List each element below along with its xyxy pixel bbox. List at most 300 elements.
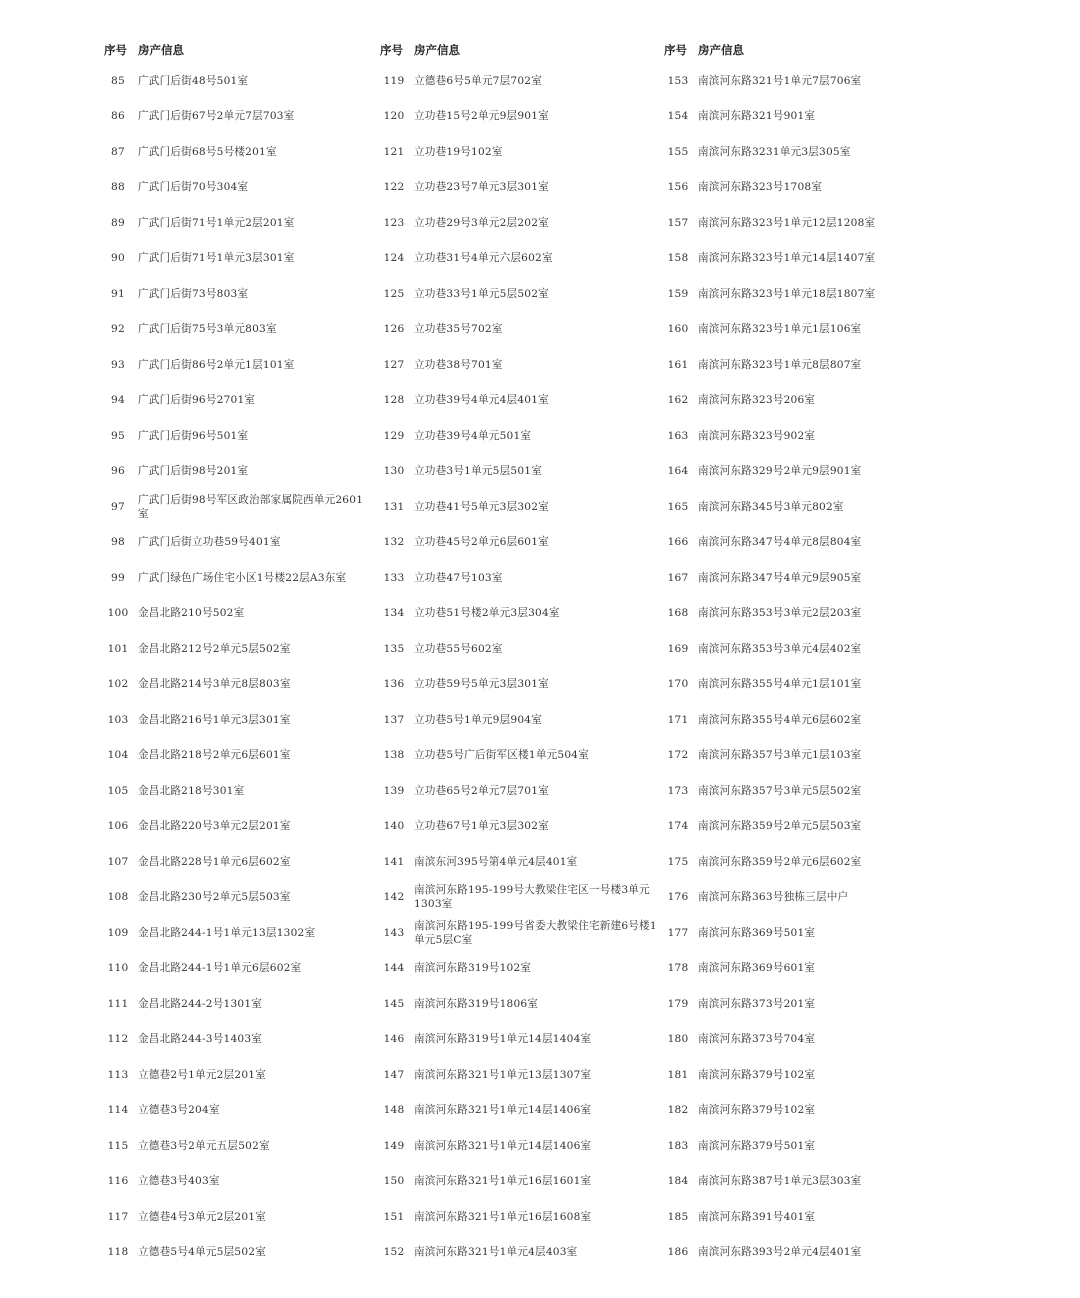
header-info-label: 房产信息	[698, 42, 744, 57]
listing-rows	[664, 63, 954, 1270]
property-address: 南滨河东路323号1单元14层1407室	[698, 252, 876, 265]
row-number: 152	[383, 1246, 405, 1259]
property-address: 立功巷3号1单元5层501室	[414, 465, 542, 478]
row-number: 118	[107, 1246, 129, 1259]
row-number: 112	[107, 1033, 129, 1046]
listing-row	[104, 596, 366, 632]
listing-row	[664, 809, 954, 845]
listing-row	[104, 809, 366, 845]
property-address: 广武门后街70号304室	[138, 181, 249, 194]
property-address: 金昌北路230号2单元5层503室	[138, 891, 291, 904]
property-address: 立功巷29号3单元2层202室	[414, 216, 549, 229]
listing-row	[664, 170, 954, 206]
listing-row	[664, 63, 954, 99]
row-number: 114	[107, 1104, 129, 1117]
listing-row	[664, 880, 954, 916]
property-address: 南滨河东路323号1单元18层1807室	[698, 287, 876, 300]
listing-column-3	[664, 36, 954, 1270]
property-address: 金昌北路214号3单元8层803室	[138, 678, 291, 691]
property-address: 立功巷67号1单元3层302室	[414, 820, 549, 833]
property-address: 立功巷19号102室	[414, 145, 503, 158]
row-number: 103	[107, 713, 129, 726]
listing-row	[104, 844, 366, 880]
property-address: 南滨河东路323号902室	[698, 429, 816, 442]
row-number: 107	[107, 855, 129, 868]
row-number: 156	[667, 181, 689, 194]
property-address: 广武门后街48号501室	[138, 74, 249, 87]
row-number: 98	[111, 536, 125, 549]
property-address: 南滨河东路329号2单元9层901室	[698, 465, 862, 478]
listing-row	[664, 915, 954, 951]
property-address: 立功巷59号5单元3层301室	[414, 678, 549, 691]
property-address: 立德巷2号1单元2层201室	[138, 1068, 266, 1081]
listing-row	[664, 596, 954, 632]
column-header	[664, 36, 954, 63]
property-address: 立功巷41号5单元3层302室	[414, 500, 549, 513]
listing-row	[664, 1057, 954, 1093]
property-address: 立功巷39号4单元501室	[414, 429, 532, 442]
row-number: 145	[383, 997, 405, 1010]
row-number: 175	[667, 855, 689, 868]
listing-row	[380, 347, 662, 383]
row-number: 115	[107, 1139, 129, 1152]
header-number-label: 序号	[664, 42, 687, 57]
row-number: 166	[667, 536, 689, 549]
property-address: 广武门后街98号201室	[138, 465, 249, 478]
property-address: 立功巷5号1单元9层904室	[414, 713, 542, 726]
listing-row	[380, 383, 662, 419]
row-number: 185	[667, 1210, 689, 1223]
property-address: 南滨河东路3231单元3层305室	[698, 145, 851, 158]
row-number: 150	[383, 1175, 405, 1188]
property-address: 南滨河东路195-199号省委大教梁住宅新建6号楼1单元5层C室	[414, 919, 657, 946]
listing-row	[380, 134, 662, 170]
property-address: 广武门后街68号5号楼201室	[138, 145, 277, 158]
property-address: 南滨河东路355号4单元1层101室	[698, 678, 862, 691]
property-address: 金昌北路244-1号1单元13层1302室	[138, 926, 316, 939]
listing-row	[380, 809, 662, 845]
listing-row	[104, 560, 366, 596]
row-number: 168	[667, 607, 689, 620]
row-number: 93	[111, 358, 125, 371]
property-address: 南滨河东路359号2单元5层503室	[698, 820, 862, 833]
property-address: 南滨河东路323号1单元1层106室	[698, 323, 862, 336]
property-address: 南滨河东路321号1单元14层1406室	[414, 1139, 592, 1152]
listing-row	[104, 1235, 366, 1271]
row-number: 129	[383, 429, 405, 442]
row-number: 110	[107, 962, 129, 975]
listing-row	[104, 1022, 366, 1058]
property-address: 南滨河东路347号4单元8层804室	[698, 536, 862, 549]
property-address: 立功巷47号103室	[414, 571, 503, 584]
row-number: 126	[383, 323, 405, 336]
listing-row	[380, 241, 662, 277]
listing-row	[664, 383, 954, 419]
property-address: 广武门后街71号1单元3层301室	[138, 252, 295, 265]
header-info-label: 房产信息	[138, 42, 184, 57]
listing-row	[104, 241, 366, 277]
listing-row	[104, 525, 366, 561]
property-address: 立功巷35号702室	[414, 323, 503, 336]
listing-row	[104, 276, 366, 312]
listing-row	[104, 63, 366, 99]
listing-row	[104, 347, 366, 383]
listing-row	[104, 951, 366, 987]
row-number: 90	[111, 252, 125, 265]
row-number: 125	[383, 287, 405, 300]
listing-row	[664, 134, 954, 170]
listing-row	[104, 1057, 366, 1093]
listing-row	[664, 1022, 954, 1058]
listing-row	[664, 773, 954, 809]
property-address: 南滨河东路321号1单元16层1608室	[414, 1210, 592, 1223]
row-number: 153	[667, 74, 689, 87]
row-number: 138	[383, 749, 405, 762]
property-address: 金昌北路210号502室	[138, 607, 245, 620]
property-address: 南滨河东路357号3单元5层502室	[698, 784, 862, 797]
property-address: 南滨河东路373号704室	[698, 1033, 816, 1046]
property-address: 南滨河东路323号206室	[698, 394, 816, 407]
listing-row	[380, 1199, 662, 1235]
listing-row	[380, 560, 662, 596]
listing-row	[664, 454, 954, 490]
row-number: 106	[107, 820, 129, 833]
property-address: 南滨河东路323号1单元12层1208室	[698, 216, 876, 229]
row-number: 119	[383, 74, 405, 87]
listing-row	[104, 667, 366, 703]
listing-row	[664, 347, 954, 383]
listing-row	[104, 631, 366, 667]
listing-row	[664, 1164, 954, 1200]
row-number: 97	[111, 500, 125, 513]
row-number: 171	[667, 713, 689, 726]
property-address: 广武门后街96号501室	[138, 429, 249, 442]
row-number: 88	[111, 181, 125, 194]
listing-row	[664, 844, 954, 880]
row-number: 173	[667, 784, 689, 797]
property-address: 广武门后街67号2单元7层703室	[138, 110, 295, 123]
row-number: 130	[383, 465, 405, 478]
listing-row	[104, 489, 366, 525]
listing-row	[380, 1057, 662, 1093]
property-address: 广武门后街86号2单元1层101室	[138, 358, 295, 371]
property-address: 立功巷51号楼2单元3层304室	[414, 607, 560, 620]
listing-row	[380, 702, 662, 738]
property-address: 南滨河东路321号1单元7层706室	[698, 74, 862, 87]
listing-row	[104, 312, 366, 348]
property-address: 立德巷3号2单元五层502室	[138, 1139, 270, 1152]
row-number: 157	[667, 216, 689, 229]
row-number: 127	[383, 358, 405, 371]
listing-row	[104, 134, 366, 170]
listing-row	[104, 99, 366, 135]
listing-row	[664, 1128, 954, 1164]
listing-row	[664, 489, 954, 525]
property-address: 广武门后街立功巷59号401室	[138, 536, 281, 549]
property-address: 南滨河东路357号3单元1层103室	[698, 749, 862, 762]
property-address: 南滨河东路363号独栋三层中户	[698, 891, 849, 904]
row-number: 101	[107, 642, 129, 655]
listing-row	[664, 1093, 954, 1129]
property-address: 南滨河东路321号1单元13层1307室	[414, 1068, 592, 1081]
property-address: 立功巷15号2单元9层901室	[414, 110, 549, 123]
property-address: 南滨河东路355号4单元6层602室	[698, 713, 862, 726]
row-number: 123	[383, 216, 405, 229]
row-number: 146	[383, 1033, 405, 1046]
property-address: 南滨东河395号第4单元4层401室	[414, 855, 578, 868]
row-number: 100	[107, 607, 129, 620]
property-address: 南滨河东路323号1708室	[698, 181, 823, 194]
column-header	[104, 36, 366, 63]
listing-rows	[380, 63, 662, 1270]
property-address: 广武门后街98号军区政治部家属院西单元2601室	[138, 493, 364, 520]
row-number: 89	[111, 216, 125, 229]
row-number: 176	[667, 891, 689, 904]
row-number: 102	[107, 678, 129, 691]
property-address: 广武门绿色广场住宅小区1号楼22层A3东室	[138, 571, 347, 584]
row-number: 111	[107, 997, 129, 1010]
property-address: 广武门后街96号2701室	[138, 394, 256, 407]
property-address: 立德巷4号3单元2层201室	[138, 1210, 266, 1223]
property-address: 立功巷23号7单元3层301室	[414, 181, 549, 194]
row-number: 161	[667, 358, 689, 371]
property-address: 南滨河东路321号1单元14层1406室	[414, 1104, 592, 1117]
listing-row	[104, 454, 366, 490]
header-number-label: 序号	[380, 42, 403, 57]
listing-row	[664, 99, 954, 135]
row-number: 169	[667, 642, 689, 655]
listing-row	[380, 525, 662, 561]
listing-row	[380, 276, 662, 312]
row-number: 181	[667, 1068, 689, 1081]
property-address: 立德巷6号5单元7层702室	[414, 74, 542, 87]
property-address: 金昌北路220号3单元2层201室	[138, 820, 291, 833]
property-address: 南滨河东路319号1806室	[414, 997, 539, 1010]
row-number: 87	[111, 145, 125, 158]
listing-row	[380, 312, 662, 348]
row-number: 86	[111, 110, 125, 123]
property-address: 立德巷3号403室	[138, 1175, 220, 1188]
listing-row	[664, 1199, 954, 1235]
property-address: 金昌北路244-2号1301室	[138, 997, 263, 1010]
listing-row	[380, 1128, 662, 1164]
row-number: 134	[383, 607, 405, 620]
listing-column-1	[104, 36, 366, 1270]
row-number: 139	[383, 784, 405, 797]
row-number: 85	[111, 74, 125, 87]
property-address: 南滨河东路321号901室	[698, 110, 816, 123]
listing-row	[380, 205, 662, 241]
row-number: 141	[383, 855, 405, 868]
row-number: 109	[107, 926, 129, 939]
property-address: 南滨河东路345号3单元802室	[698, 500, 844, 513]
property-address: 南滨河东路373号201室	[698, 997, 816, 1010]
property-address: 南滨河东路353号3单元4层402室	[698, 642, 862, 655]
listing-row	[104, 1164, 366, 1200]
property-address: 南滨河东路321号1单元16层1601室	[414, 1175, 592, 1188]
listing-row	[104, 170, 366, 206]
listing-row	[664, 631, 954, 667]
row-number: 180	[667, 1033, 689, 1046]
property-address: 立德巷5号4单元5层502室	[138, 1246, 266, 1259]
listing-row	[380, 418, 662, 454]
listing-row	[380, 99, 662, 135]
row-number: 182	[667, 1104, 689, 1117]
property-address: 南滨河东路369号601室	[698, 962, 816, 975]
property-address: 金昌北路228号1单元6层602室	[138, 855, 291, 868]
listing-row	[664, 667, 954, 703]
row-number: 170	[667, 678, 689, 691]
row-number: 151	[383, 1210, 405, 1223]
row-number: 96	[111, 465, 125, 478]
property-address: 金昌北路212号2单元5层502室	[138, 642, 291, 655]
property-address: 金昌北路244-1号1单元6层602室	[138, 962, 302, 975]
row-number: 137	[383, 713, 405, 726]
listing-row	[664, 418, 954, 454]
property-address: 金昌北路244-3号1403室	[138, 1033, 263, 1046]
row-number: 108	[107, 891, 129, 904]
listing-row	[380, 1022, 662, 1058]
header-info-label: 房产信息	[414, 42, 460, 57]
property-address: 南滨河东路321号1单元4层403室	[414, 1246, 578, 1259]
listing-row	[104, 418, 366, 454]
listing-row	[104, 1128, 366, 1164]
row-number: 92	[111, 323, 125, 336]
row-number: 128	[383, 394, 405, 407]
listing-row	[664, 986, 954, 1022]
property-address: 立功巷5号广后街军区楼1单元504室	[414, 749, 590, 762]
property-address: 南滨河东路347号4单元9层905室	[698, 571, 862, 584]
row-number: 136	[383, 678, 405, 691]
row-number: 147	[383, 1068, 405, 1081]
row-number: 179	[667, 997, 689, 1010]
row-number: 174	[667, 820, 689, 833]
listing-row	[380, 1235, 662, 1271]
listing-row	[380, 738, 662, 774]
property-address: 立功巷31号4单元六层602室	[414, 252, 553, 265]
listing-row	[664, 205, 954, 241]
property-address: 南滨河东路391号401室	[698, 1210, 816, 1223]
row-number: 120	[383, 110, 405, 123]
listing-row	[380, 1093, 662, 1129]
property-address: 金昌北路218号301室	[138, 784, 245, 797]
listing-row	[380, 951, 662, 987]
listing-row	[380, 596, 662, 632]
listing-row	[104, 880, 366, 916]
row-number: 124	[383, 252, 405, 265]
row-number: 105	[107, 784, 129, 797]
row-number: 165	[667, 500, 689, 513]
listing-row	[664, 951, 954, 987]
row-number: 121	[383, 145, 405, 158]
row-number: 140	[383, 820, 405, 833]
property-address: 立功巷39号4单元4层401室	[414, 394, 549, 407]
property-address: 立功巷65号2单元7层701室	[414, 784, 549, 797]
property-address: 立功巷33号1单元5层502室	[414, 287, 549, 300]
listing-row	[104, 1093, 366, 1129]
listing-row	[380, 63, 662, 99]
property-address: 南滨河东路393号2单元4层401室	[698, 1246, 862, 1259]
row-number: 155	[667, 145, 689, 158]
header-number-label: 序号	[104, 42, 127, 57]
property-address: 广武门后街73号803室	[138, 287, 249, 300]
listing-row	[380, 170, 662, 206]
row-number: 178	[667, 962, 689, 975]
listing-rows	[104, 63, 366, 1270]
property-address: 立德巷3号204室	[138, 1104, 220, 1117]
listing-row	[380, 454, 662, 490]
listing-row	[664, 525, 954, 561]
listing-row	[104, 1199, 366, 1235]
row-number: 91	[111, 287, 125, 300]
row-number: 160	[667, 323, 689, 336]
listing-row	[664, 312, 954, 348]
property-address: 广武门后街71号1单元2层201室	[138, 216, 295, 229]
row-number: 95	[111, 429, 125, 442]
row-number: 143	[383, 926, 405, 939]
row-number: 186	[667, 1246, 689, 1259]
row-number: 159	[667, 287, 689, 300]
row-number: 117	[107, 1210, 129, 1223]
property-address: 南滨河东路319号1单元14层1404室	[414, 1033, 592, 1046]
row-number: 177	[667, 926, 689, 939]
listing-row	[380, 489, 662, 525]
row-number: 142	[383, 891, 405, 904]
row-number: 133	[383, 571, 405, 584]
row-number: 163	[667, 429, 689, 442]
listing-row	[380, 915, 662, 951]
listing-row	[104, 986, 366, 1022]
listing-row	[380, 667, 662, 703]
property-address: 立功巷45号2单元6层601室	[414, 536, 549, 549]
property-address: 南滨河东路379号102室	[698, 1104, 816, 1117]
listing-row	[104, 738, 366, 774]
listing-row	[104, 915, 366, 951]
row-number: 154	[667, 110, 689, 123]
listing-row	[104, 773, 366, 809]
property-address: 南滨河东路379号102室	[698, 1068, 816, 1081]
row-number: 135	[383, 642, 405, 655]
property-address: 金昌北路218号2单元6层601室	[138, 749, 291, 762]
row-number: 172	[667, 749, 689, 762]
listing-row	[380, 880, 662, 916]
property-address: 南滨河东路369号501室	[698, 926, 816, 939]
property-address: 南滨河东路359号2单元6层602室	[698, 855, 862, 868]
row-number: 122	[383, 181, 405, 194]
listing-row	[104, 702, 366, 738]
property-address: 立功巷38号701室	[414, 358, 503, 371]
property-address: 南滨河东路387号1单元3层303室	[698, 1175, 862, 1188]
row-number: 162	[667, 394, 689, 407]
property-address: 南滨河东路319号102室	[414, 962, 532, 975]
row-number: 183	[667, 1139, 689, 1152]
property-address: 南滨河东路195-199号大教梁住宅区一号楼3单元1303室	[414, 884, 650, 911]
listing-row	[664, 560, 954, 596]
property-address: 南滨河东路379号501室	[698, 1139, 816, 1152]
listing-row	[664, 702, 954, 738]
listing-row	[664, 738, 954, 774]
row-number: 164	[667, 465, 689, 478]
row-number: 116	[107, 1175, 129, 1188]
column-header	[380, 36, 662, 63]
row-number: 104	[107, 749, 129, 762]
property-address: 广武门后街75号3单元803室	[138, 323, 277, 336]
listing-row	[664, 241, 954, 277]
listing-row	[380, 844, 662, 880]
row-number: 94	[111, 394, 125, 407]
row-number: 167	[667, 571, 689, 584]
listing-row	[664, 276, 954, 312]
